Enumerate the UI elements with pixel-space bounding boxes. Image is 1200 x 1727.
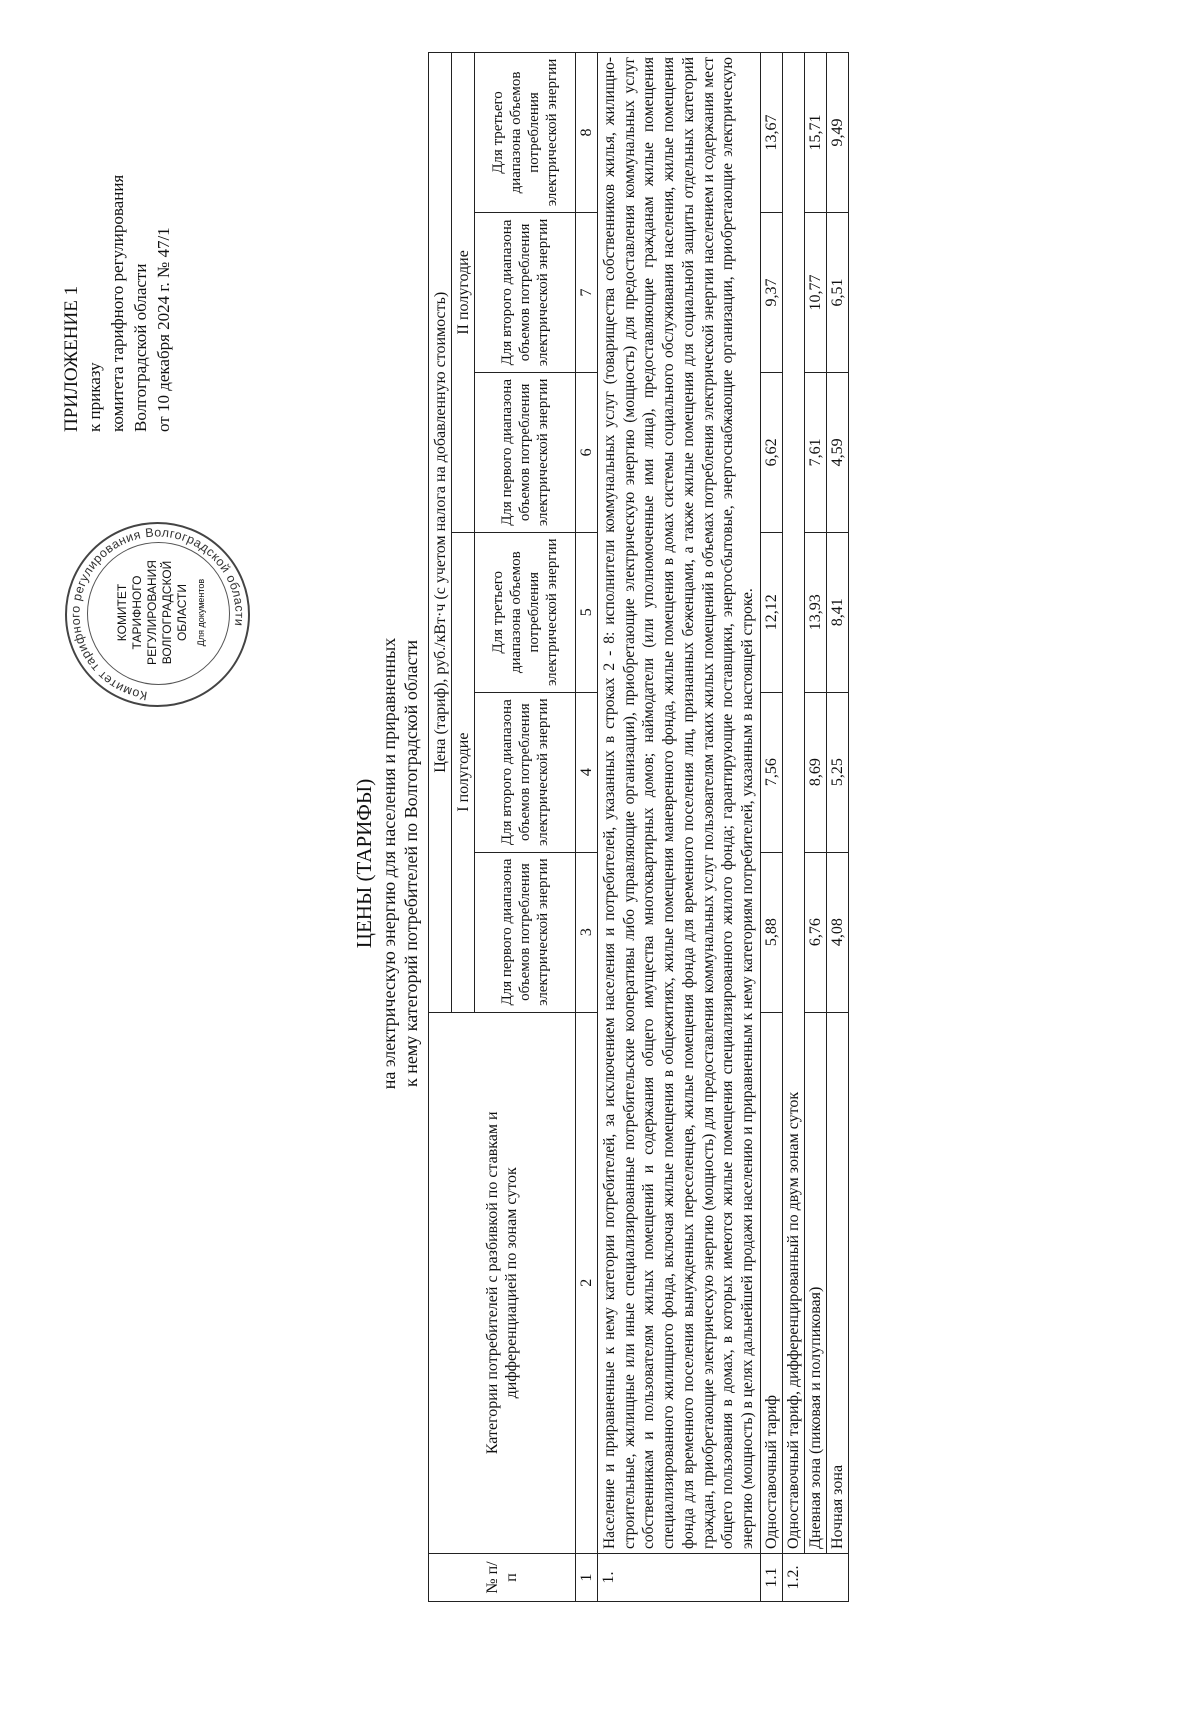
row-label: Одноставочный тариф, дифференцированный по двум зонам суток [782, 53, 804, 1554]
tariff-value: 13,67 [760, 53, 782, 213]
header-half-1: I полугодие [452, 532, 475, 1012]
header-no: № п/п [429, 1554, 576, 1602]
table-row [782, 53, 804, 1602]
row-label: Ночная зона [826, 1012, 848, 1554]
table-row [598, 53, 761, 1602]
row-number: 1. [598, 1554, 761, 1602]
table-header-row [429, 53, 452, 1602]
title-main: ЦЕНЫ (ТАРИФЫ) [352, 778, 376, 949]
tariff-value: 15,71 [804, 53, 826, 213]
seal-line: ВОЛГОГРАДСКОЙ [160, 560, 174, 665]
table-row [826, 53, 848, 1602]
appendix-title: ПРИЛОЖЕНИЕ 1 [61, 285, 82, 432]
table-row [804, 53, 826, 1602]
tariff-value: 5,88 [760, 852, 782, 1012]
header-price: Цена (тариф), руб./кВт·ч (с учетом налога на добавленную стоимость) [429, 53, 452, 1013]
row-number: 1.1 [760, 1554, 782, 1602]
row-description: Население и приравненные к нему категории потребителей, за исключением населения и потребителей, указанных в строках 2 - 8: исполнители коммунальных услуг (товарищества собственников жилья, жилищно-строительные, жилищные или иные специализированные потребительские кооперативы либо управляющие организации), приобретающие электрическую энергию (мощность) для предоставления коммунальных услуг собственникам и пользователям жилых помещений и содержания общего имущества многоквартирных домов; наймодатели (или уполномоченные ими лица), предоставляющие гражданам жилые помещения специализированного жилищного фонда, включая жилые помещения в общежитиях, жилые помещения маневренного фонда, жилые помещения в домах системы социального обслуживания населения, жилые помещения фонда для временного поселения вынужденных переселенцев, жилые помещения фонда для временного поселения лиц, признанных беженцами, а также жилые помещения для социальной защиты отдельных категорий граждан, приобретающие электрическую энергию (мощность) для предоставления коммунальных услуг пользователям таких жилых помещений в объемах потребления электрической энергии населением и содержания мест общего пользования в домах, в которых имеются жилые помещения специализированного жилого фонда; гарантирующие поставщики, энергосбытовые, энергоснабжающие организации, приобретающие электрическую энергию (мощность) в целях дальнейшей продажи населению и приравненным к нему категориям потребителей, указанным в настоящей строке. [598, 53, 761, 1554]
column-number: 8 [576, 53, 598, 213]
row-number: 1.2. [782, 1554, 848, 1602]
tariff-table [428, 52, 849, 1602]
tariff-value: 8,69 [804, 692, 826, 852]
appendix-line-2: комитета тарифного регулирования [108, 174, 127, 432]
tariff-value: 8,41 [826, 532, 848, 692]
header-range-3: Для третьего диапазона объемов потребления электрической энергии [475, 53, 576, 213]
appendix-line-4: от 10 декабря 2024 г. № 47/1 [154, 227, 173, 432]
appendix-header [60, 72, 175, 432]
seal-line: ОБЛАСТИ [175, 583, 189, 642]
tariff-value: 7,61 [804, 372, 826, 532]
seal-bottom-text: Для документов [196, 578, 206, 647]
tariff-value: 6,62 [760, 372, 782, 532]
seal-center-text [115, 540, 209, 685]
appendix-line-1: к приказу [85, 362, 104, 432]
column-number: 1 [576, 1554, 598, 1602]
row-label: Одноставочный тариф [760, 1012, 782, 1554]
header-range-3: Для третьего диапазона объемов потребления электрической энергии [475, 532, 576, 692]
header-range-2: Для второго диапазона объемов потребления электрической энергии [475, 212, 576, 372]
appendix-line-3: Волгоградской области [131, 263, 150, 432]
tariff-value: 4,59 [826, 372, 848, 532]
column-number: 3 [576, 852, 598, 1012]
title-sub-2: к нему категорий потребителей по Волгоградской области [401, 640, 421, 1088]
tariff-value: 5,25 [826, 692, 848, 852]
tariff-value: 12,12 [760, 532, 782, 692]
header-half-2: II полугодие [452, 53, 475, 533]
official-seal [65, 522, 250, 707]
tariff-value: 13,93 [804, 532, 826, 692]
column-number-row [576, 53, 598, 1602]
seal-line: ТАРИФНОГО [130, 575, 144, 650]
tariff-value: 7,56 [760, 692, 782, 852]
tariff-value: 9,49 [826, 53, 848, 213]
seal-line: КОМИТЕТ [115, 583, 129, 642]
tariff-value: 9,37 [760, 212, 782, 372]
header-range-1: Для первого диапазона объемов потребления электрической энергии [475, 852, 576, 1012]
column-number: 5 [576, 532, 598, 692]
document-title [350, 0, 422, 1727]
tariff-value: 6,76 [804, 852, 826, 1012]
tariff-value: 6,51 [826, 212, 848, 372]
header-range-1: Для первого диапазона объемов потребления электрической энергии [475, 372, 576, 532]
svg-text:Комитет тарифного регулировани: Комитет тарифного регулирования Волгоградской области [68, 525, 247, 703]
seal-line: РЕГУЛИРОВАНИЯ [145, 560, 159, 665]
title-sub-1: на электрическую энергию для населения и приравненных [379, 637, 399, 1090]
column-number: 2 [576, 1012, 598, 1554]
header-range-2: Для второго диапазона объемов потребления электрической энергии [475, 692, 576, 852]
column-number: 6 [576, 372, 598, 532]
table-row [760, 53, 782, 1602]
row-label: Дневная зона (пиковая и полупиковая) [804, 1012, 826, 1554]
tariff-value: 10,77 [804, 212, 826, 372]
tariff-value: 4,08 [826, 852, 848, 1012]
header-category: Категории потребителей с разбивкой по ставкам и дифференциацией по зонам суток [429, 1012, 576, 1554]
column-number: 7 [576, 212, 598, 372]
column-number: 4 [576, 692, 598, 852]
